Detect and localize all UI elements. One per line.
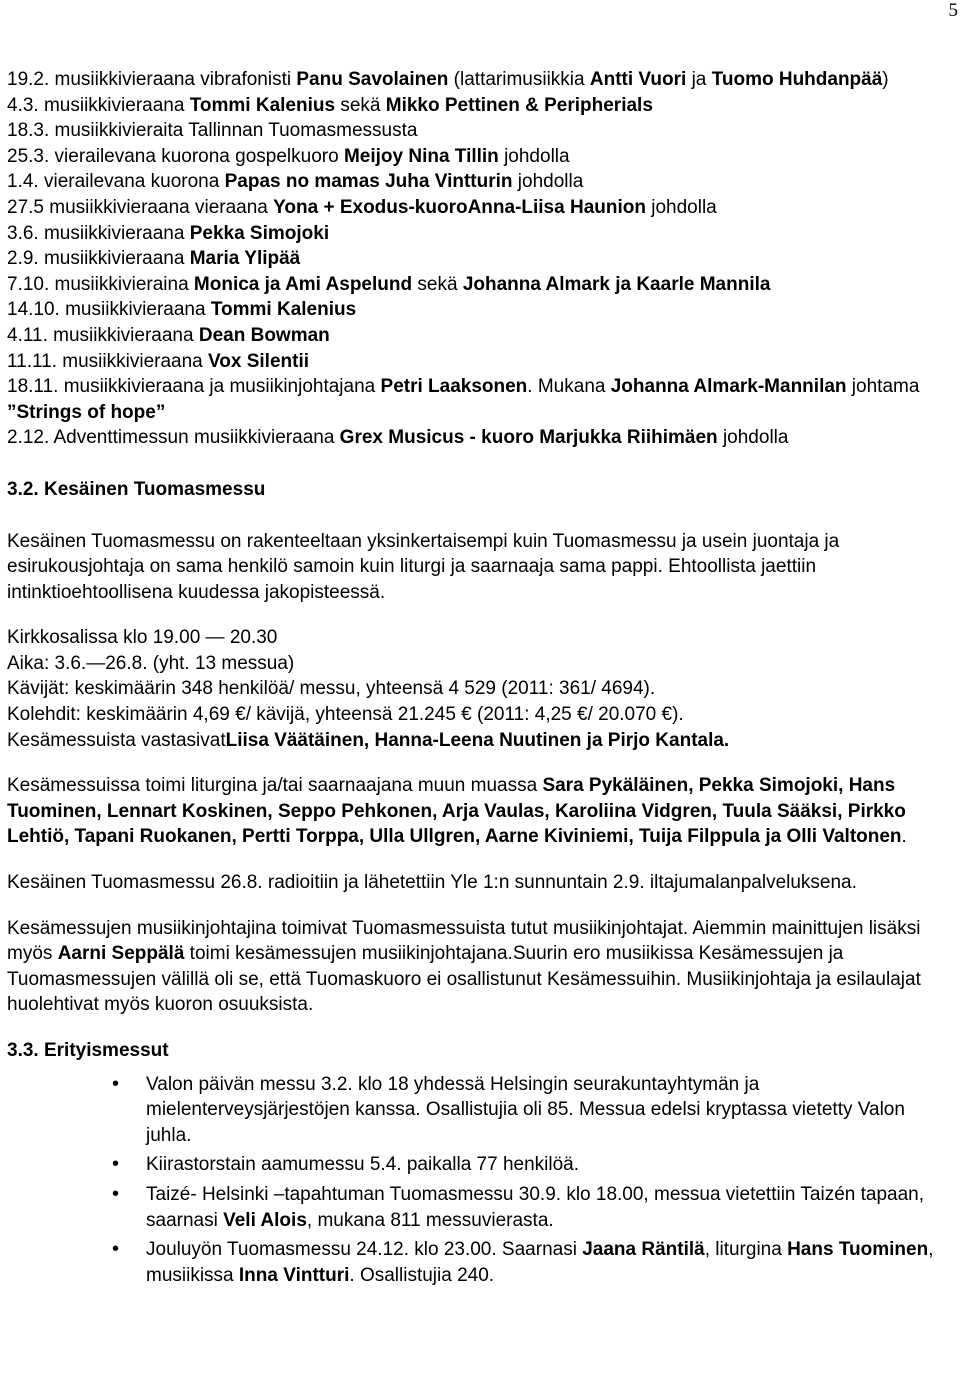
text-run: Valon päivän messu 3.2. klo 18 yhdessä Helsingin seurakuntayhtymän ja mielenterveysjärjestöjen kanssa. Osallistujia oli 85. Messua edelsi kryptassa vietetty Valon juhla. [146, 1073, 905, 1146]
section-heading-special-masses: 3.3. Erityismessut [7, 1040, 169, 1061]
stat-line [7, 728, 947, 754]
text-run: toimi kesämessujen musiikinjohtajana.Suurin ero musiikissa Kesämessujen ja Tuomasmessujen välillä oli se, että Tuomaskuoro ei osallistunut Kesämessuihin. Musiikinjohtaja ja esilaulajat huolehtivat myös kuoron osuuksista. [7, 943, 921, 1016]
text-run: ja [686, 69, 712, 90]
bold-name-text: Veli Alois [223, 1209, 307, 1231]
bold-name-text: Antti Vuori [589, 69, 687, 90]
text-run: 2.9. musiikkivieraana [7, 248, 190, 270]
text-run: 3.6. musiikkivieraana [7, 222, 190, 244]
event-line [7, 195, 947, 221]
bullet-icon: • [112, 1182, 120, 1205]
bold-name-text: Hans Tuominen [787, 1239, 929, 1261]
text-run: (lattarimusiikkia [448, 69, 590, 90]
text-run: Kesäinen Tuomasmessu 26.8. radioitiin ja lähetettiin Yle 1:n sunnuntain 2.9. iltajumalanpalveluksena. [7, 872, 857, 894]
bold-name-text: Vox Silentii [208, 350, 310, 372]
event-line [7, 272, 947, 298]
text-run: johtama [846, 376, 920, 398]
text-run: Kirkkosalissa klo 19.00 — 20.30 [7, 627, 278, 649]
event-line [7, 374, 947, 425]
stat-line [7, 702, 947, 728]
text-run: johdolla [645, 196, 717, 218]
bold-name-text: Maria Ylipää [189, 248, 301, 270]
text-run: Kesämessujen musiikinjohtajina toimivat Tuomasmessuista tutut musiikinjohtajat. Aiemmin mainittujen lisäksi myös [7, 917, 921, 965]
list-item [7, 1072, 947, 1149]
text-run: 19.2. musiikkivieraana vibrafonisti [7, 69, 297, 90]
text-run: 14.10. musiikkivieraana [7, 299, 211, 321]
bold-name-text: Dean Bowman [198, 324, 330, 346]
text-run: , mukana 811 messuvierasta. [306, 1209, 554, 1231]
music-guest-events [7, 67, 947, 451]
document-body [7, 67, 947, 1292]
summer-mass-radio [7, 870, 947, 896]
bullet-icon: • [112, 1072, 120, 1095]
bold-name-text: Jaana Räntilä [582, 1239, 705, 1261]
bold-name-text: ”Strings of hope” [7, 401, 166, 423]
text-run: Jouluyön Tuomasmessu 24.12. klo 23.00. Saarnasi [146, 1239, 583, 1261]
text-run: Kesämessuista vastasivat [7, 729, 226, 751]
text-run: 2.12. Adventtimessun musiikkivieraana [7, 427, 340, 449]
event-line [7, 246, 947, 272]
text-run: Kävijät: keskimäärin 348 henkilöä/ messu, yhteensä 4 529 (2011: 361/ 4694). [7, 678, 656, 700]
summer-mass-statistics [7, 625, 947, 753]
section-heading-summer-mass: 3.2. Kesäinen Tuomasmessu [7, 478, 266, 500]
list-item [7, 1182, 947, 1233]
bold-name-text: Yona + Exodus-kuoroAnna-Liisa Haunion [273, 196, 646, 218]
page-number: 5 [948, 0, 958, 21]
event-line [7, 144, 947, 170]
bold-name-text: Meijoy Nina Tillin [343, 145, 499, 167]
event-line [7, 67, 947, 93]
text-run: 27.5 musiikkivieraana vieraana [7, 196, 274, 218]
event-line [7, 118, 947, 144]
text-run: 25.3. vierailevana kuorona gospelkuoro [7, 145, 344, 167]
bold-name-text: Petri Laaksonen [380, 376, 528, 398]
text-run: Kiirastorstain aamumessu 5.4. paikalla 77 henkilöä. [146, 1154, 580, 1176]
text-run: . Osallistujia 240. [349, 1264, 495, 1286]
summer-mass-intro [7, 529, 947, 606]
event-line [7, 221, 947, 247]
bold-name-text: Tommi Kalenius [189, 94, 336, 116]
text-run: 7.10. musiikkivieraina [7, 273, 194, 295]
bold-name-text: Pekka Simojoki [189, 222, 330, 244]
bold-name-text: Monica ja Ami Aspelund [193, 273, 413, 295]
event-line [7, 323, 947, 349]
bold-name-text: Aarni Seppälä [57, 943, 185, 965]
bullet-icon: • [112, 1153, 120, 1176]
bold-name-text: Grex Musicus - kuoro Marjukka Riihimäen [339, 427, 718, 449]
text-run: 1.4. vierailevana kuorona [7, 171, 225, 193]
event-line [7, 425, 947, 451]
bold-name-text: Inna Vintturi [238, 1264, 350, 1286]
text-run: 4.3. musiikkivieraana [7, 94, 190, 116]
text-run: Kolehdit: keskimäärin 4,69 €/ kävijä, yhteensä 21.245 € (2011: 4,25 €/ 20.070 €). [7, 704, 684, 726]
text-run: 18.11. musiikkivieraana ja musiikinjohtajana [7, 376, 381, 398]
list-item [7, 1237, 947, 1288]
bold-name-text: Johanna Almark-Mannilan [610, 376, 847, 398]
bold-name-text: Papas no mamas Juha Vintturin [224, 171, 513, 193]
text-run: johdolla [512, 171, 584, 193]
text-run: johdolla [498, 145, 570, 167]
text-run: Kesämessuissa toimi liturgina ja/tai saarnaajana muun muassa [7, 775, 543, 797]
text-run: sekä [412, 273, 463, 295]
text-run: Taizé- Helsinki –tapahtuman Tuomasmessu 30.9. klo 18.00, messua vietettiin Taizén tapaan, saarnasi [146, 1183, 925, 1231]
stat-line [7, 676, 947, 702]
stat-line [7, 625, 947, 651]
text-run: johdolla [717, 427, 789, 449]
text-run: . [901, 826, 907, 848]
event-line [7, 93, 947, 119]
stat-line [7, 651, 947, 677]
summer-mass-participants [7, 773, 947, 850]
bold-name-text: Liisa Väätäinen, Hanna-Leena Nuutinen ja Pirjo Kantala. [225, 729, 730, 751]
text-run: 18.3. musiikkivieraita Tallinnan Tuomasmessusta [7, 120, 418, 142]
special-masses-list [7, 1072, 947, 1289]
text-run: . Mukana [527, 376, 611, 398]
text-run: 11.11. musiikkivieraana [7, 350, 209, 372]
text-run: Kesäinen Tuomasmessu on rakenteeltaan yksinkertaisempi kuin Tuomasmessu ja usein juontaja ja esirukousjohtaja on sama henkilö samoin kuin liturgi ja saarnaaja sama pappi. Ehtoollista jaettiin intinktioehtoollisena kuudessa jakopisteessä. [7, 530, 840, 603]
bullet-icon: • [112, 1238, 120, 1261]
bold-name-text: Sara Pykäläinen, Pekka Simojoki, Hans Tuominen, Lennart Koskinen, Seppo Pehkonen, Arja Vaulas, Karoliina Vidgren, Tuula Sääksi, Pirkko Lehtiö, Tapani Ruokanen, Pertti Torppa, Ulla Ullgren, Aarne Kiviniemi, Tuija Filppula ja Olli Valtonen [7, 775, 906, 848]
list-item [7, 1152, 947, 1178]
bold-name-text: Panu Savolainen [296, 69, 449, 90]
summer-mass-music [7, 916, 947, 1018]
text-run: , liturgina [704, 1239, 788, 1261]
bold-name-text: Tommi Kalenius [210, 299, 357, 321]
text-run: Aika: 3.6.—26.8. (yht. 13 messua) [7, 652, 295, 674]
event-line [7, 349, 947, 375]
text-run: sekä [335, 94, 386, 116]
text-run: ) [882, 69, 889, 90]
text-run: , musiikissa [146, 1239, 934, 1286]
event-line [7, 169, 947, 195]
bold-name-text: Johanna Almark ja Kaarle Mannila [462, 273, 771, 295]
bold-name-text: Mikko Pettinen & Peripherials [385, 94, 653, 116]
bold-name-text: Tuomo Huhdanpää [711, 69, 883, 90]
event-line [7, 297, 947, 323]
text-run: 4.11. musiikkivieraana [7, 324, 199, 346]
